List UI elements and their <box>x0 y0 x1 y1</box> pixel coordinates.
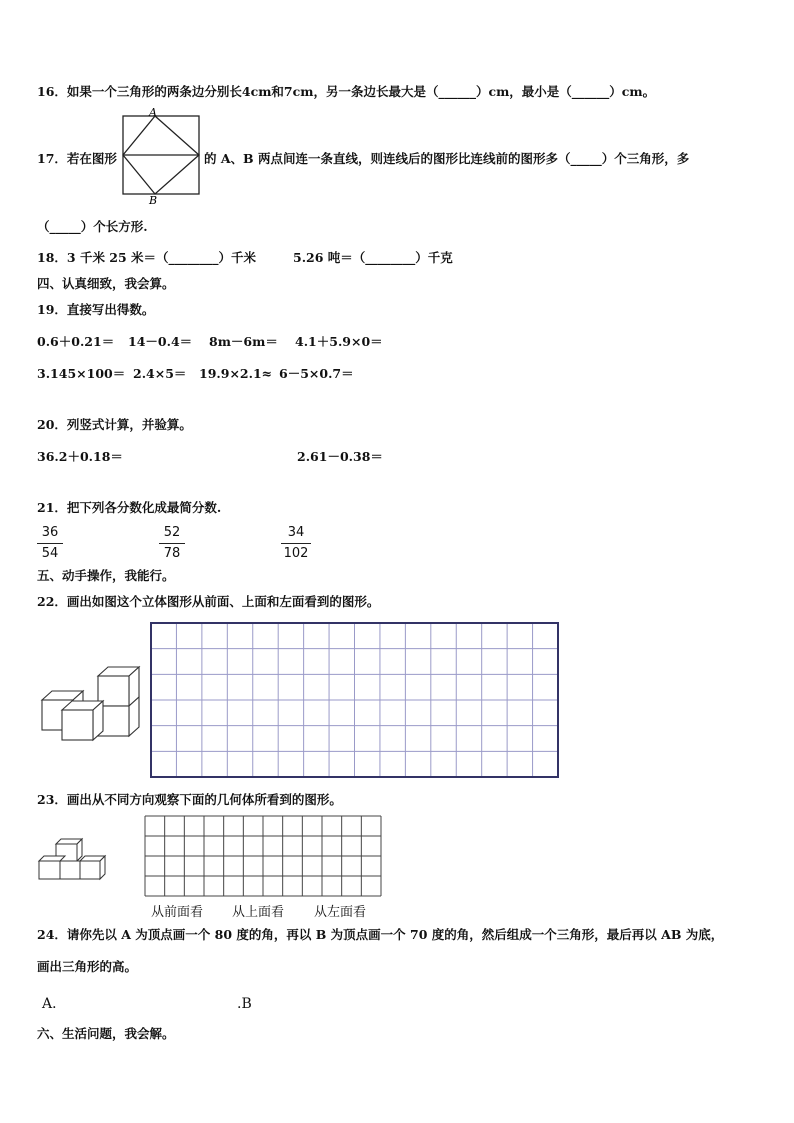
caption-front-view: 从前面看 <box>151 905 204 920</box>
q19-row2-item4: 6－5×0.7＝ <box>279 366 354 381</box>
question-17-line1-left: 17．若在图形 <box>37 151 117 166</box>
fraction-3-bar <box>281 543 311 544</box>
q19-row2-item2: 2.4×5＝ <box>133 366 187 381</box>
q19-row1-item4: 4.1＋5.9×0＝ <box>295 334 383 349</box>
fraction-2 <box>159 524 185 563</box>
question-21-title: 21．把下列各分数化成最简分数. <box>37 500 222 515</box>
fraction-3 <box>281 524 311 563</box>
section-4-heading: 四、认真细致，我会算。 <box>37 276 175 291</box>
section-6-heading: 六、生活问题，我会解。 <box>37 1026 175 1041</box>
point-b: .B <box>237 996 252 1012</box>
fraction-1-denominator: 54 <box>41 546 59 561</box>
question-17-line1-right: 的 A、B 两点间连一条直线，则连线后的图形比连线前的图形多（_____）个三角形，多 <box>204 151 690 166</box>
q19-row2-item3: 19.9×2.1≈ <box>199 366 273 381</box>
question-18-part1: 18．3 千米 25 米＝（________）千米 <box>37 250 257 265</box>
fraction-3-denominator: 102 <box>283 546 309 561</box>
q22-drawing-grid <box>150 622 560 780</box>
question-22-title: 22．画出如图这个立体图形从前面、上面和左面看到的图形。 <box>37 594 380 609</box>
rectangle-rhombus-figure <box>118 108 206 206</box>
question-16: 16．如果一个三角形的两条边分别长4cm和7cm，另一条边长最大是（______）cm，最小是（______）cm。 <box>37 84 656 99</box>
fraction-1-numerator: 36 <box>41 525 59 540</box>
caption-left-view: 从左面看 <box>314 905 367 920</box>
question-17-line2: （_____）个长方形. <box>37 219 148 234</box>
fraction-1-bar <box>37 543 63 544</box>
fraction-2-bar <box>159 543 185 544</box>
figure-label-b: B <box>149 194 158 206</box>
q23-cube-figure <box>36 836 108 888</box>
question-23-title: 23．画出从不同方向观察下面的几何体所看到的图形。 <box>37 792 342 807</box>
section-5-heading: 五、动手操作，我能行。 <box>37 568 175 583</box>
q23-drawing-grid <box>144 815 382 897</box>
q22-cube-stack-figure <box>38 660 142 744</box>
q19-row1-item1: 0.6＋0.21＝ <box>37 334 115 349</box>
fraction-2-numerator: 52 <box>163 525 181 540</box>
q20-problem1: 36.2＋0.18＝ <box>37 449 123 464</box>
q19-row1-item2: 14－0.4＝ <box>128 334 193 349</box>
question-24-line2: 画出三角形的高。 <box>37 959 138 974</box>
q20-problem2: 2.61－0.38＝ <box>297 449 383 464</box>
point-a: A． <box>42 996 67 1012</box>
caption-top-view: 从上面看 <box>232 905 285 920</box>
fraction-2-denominator: 78 <box>163 546 181 561</box>
fraction-1 <box>37 524 63 563</box>
question-24-line1: 24．请你先以 A 为顶点画一个 80 度的角，再以 B 为顶点画一个 70 度的角，然后组成一个三角形，最后再以 AB 为底， <box>37 927 724 942</box>
question-19-title: 19．直接写出得数。 <box>37 302 155 317</box>
question-18-part2: 5.26 吨＝（________）千克 <box>293 250 453 265</box>
q19-row2-item1: 3.145×100＝ <box>37 366 126 381</box>
fraction-3-numerator: 34 <box>287 525 305 540</box>
question-20-title: 20．列竖式计算，并验算。 <box>37 417 192 432</box>
q19-row1-item3: 8m－6m＝ <box>209 334 278 349</box>
figure-label-a: A <box>149 108 157 119</box>
